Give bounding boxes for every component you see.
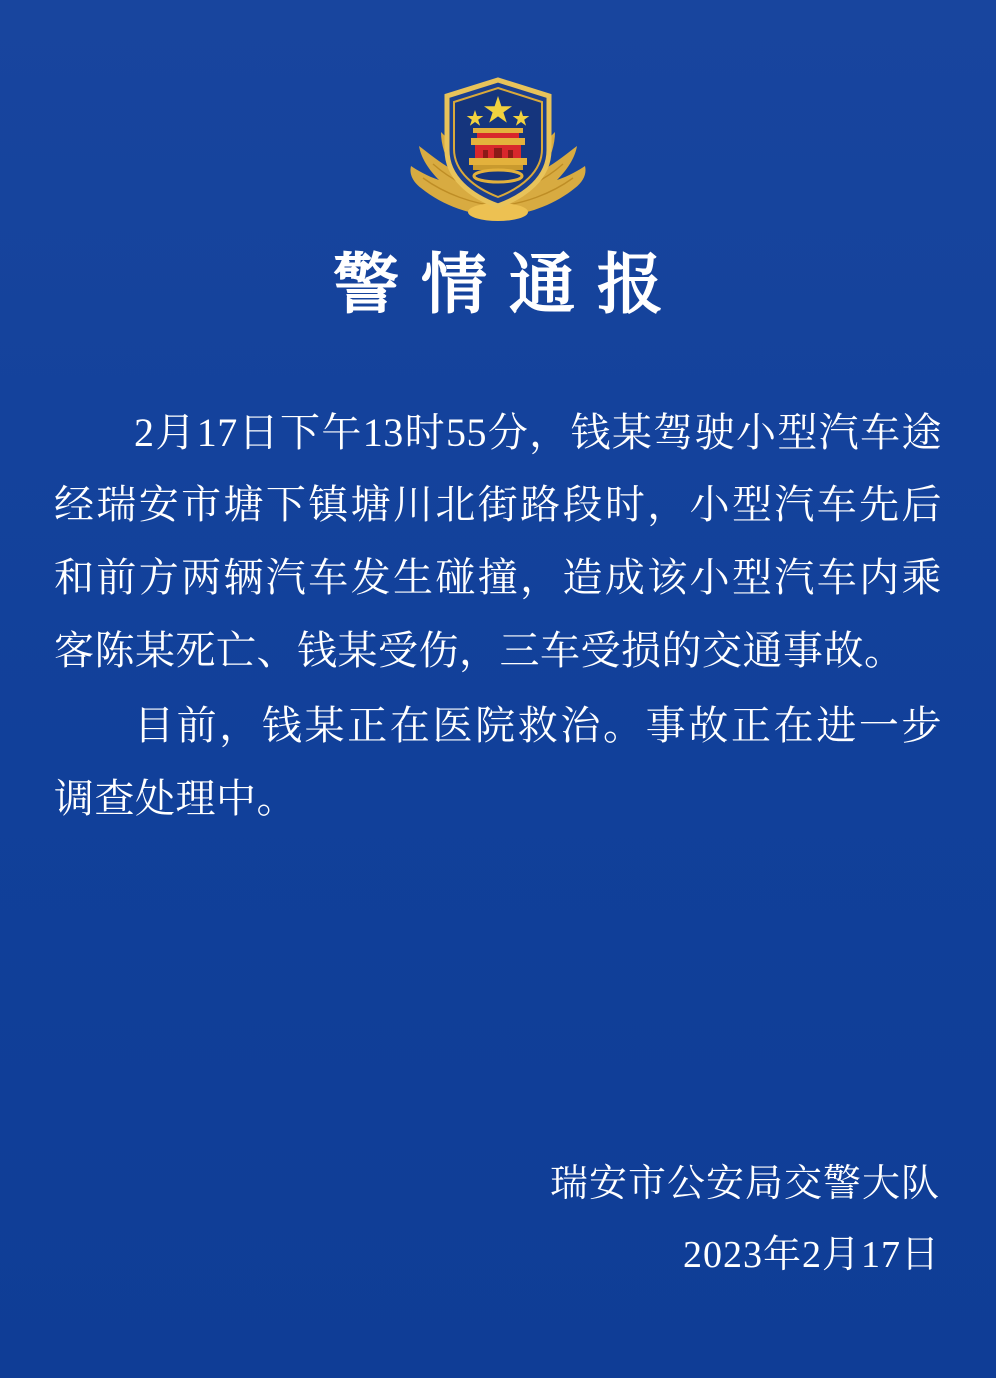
- notice-body: [52, 397, 944, 836]
- issue-date: 2023年2月17日: [682, 1234, 940, 1277]
- china-police-badge-icon: [403, 66, 593, 236]
- paragraph-1: 2月17日下午13时55分，钱某驾驶小型汽车途经瑞安市塘下镇塘川北街路段时，小型汽车先后和前方两辆汽车发生碰撞，造成该小型汽车内乘客陈某死亡、钱某受伤，三车受损的交通事故。: [54, 409, 942, 673]
- paragraph-2: 目前，钱某正在医院救治。事故正在进一步调查处理中。: [54, 702, 942, 821]
- issuing-organization: 瑞安市公安局交警大队: [549, 1163, 940, 1206]
- page-title: 警情通报: [333, 249, 685, 322]
- emblem-container: [52, 0, 944, 190]
- signature-block: [550, 1154, 940, 1286]
